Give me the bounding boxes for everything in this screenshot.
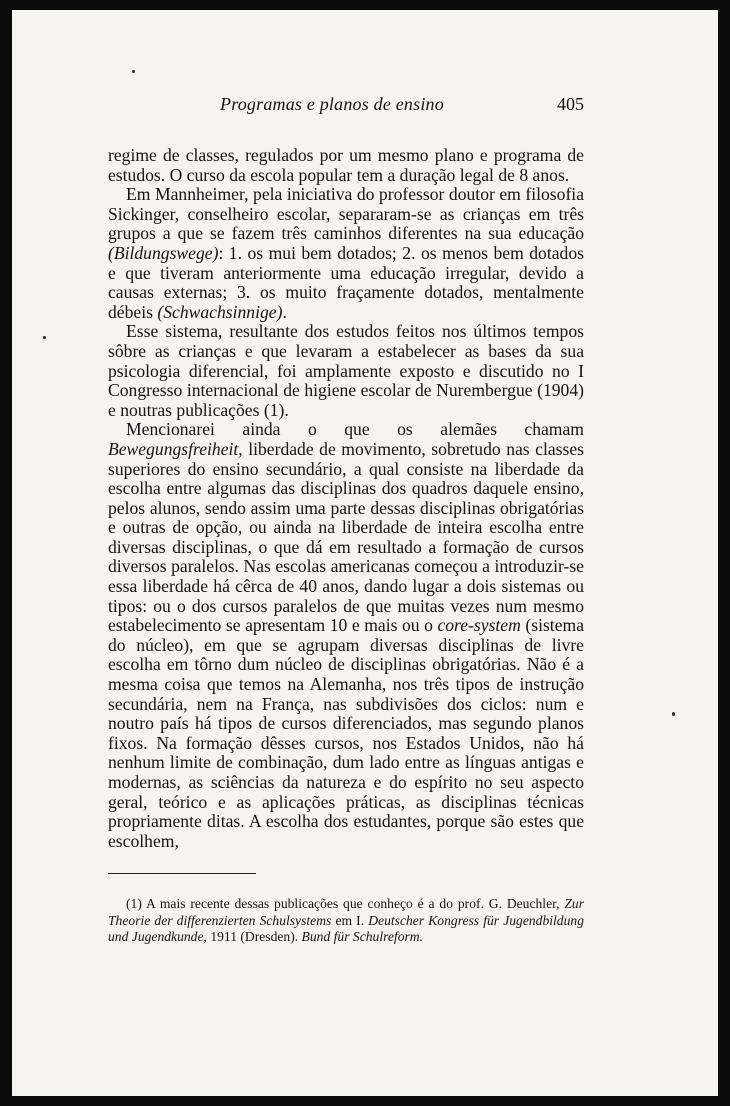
term-bildungswege: (Bildungswege): [108, 242, 219, 263]
paragraph-2-text-a: Em Mannheimer, pela iniciativa do professor doutor em filosofia Sickinger, conselheiro escolar, separaram-se as crianças em três grupos a que se fazem três caminhos diferentes na sua educação: [108, 184, 584, 244]
paragraph-1: [108, 146, 584, 185]
paragraph-2-text-b: : 1. os mui bem dotados; 2. os menos bem dotados e que tiveram anteriormente uma educação irregular, devido a causas externas; 3. os muito fraçamente dotados, mentalmente débeis: [108, 242, 584, 322]
paragraph-3: [108, 322, 584, 420]
body-text: [108, 146, 584, 851]
paragraph-2-text-c: .: [282, 301, 287, 322]
term-bewegungsfreiheit: Bewegungsfreiheit,: [108, 438, 243, 459]
paragraph-2: [108, 185, 584, 322]
footnote-congress: Deutscher Kongress für Jugendbildung und Jugendkunde: [108, 912, 584, 945]
term-schwachsinnige: (Schwachsinnige): [157, 301, 283, 322]
running-title: Programas e planos de ensino: [220, 94, 444, 114]
text-block: [108, 94, 584, 959]
paper-speck: [132, 70, 135, 73]
term-core-system: core-system: [437, 615, 521, 636]
paper-speck: [43, 336, 46, 339]
footnote-text-a: (1) A mais recente dessas publicações que conheço é a do prof. G. Deuchler,: [126, 896, 565, 912]
footnote-text-c: , 1911 (Dresden).: [203, 929, 302, 945]
paragraph-4-text-a: Mencionarei ainda o que os alemães chamam: [126, 419, 584, 440]
footnote-rule: [108, 873, 256, 874]
paragraph-4: [108, 420, 584, 851]
paragraph-1-text: regime de classes, regulados por um mesmo plano e programa de estudos. O curso da escola popular tem a duração legal de 8 anos.: [108, 145, 584, 185]
footnote-title: Zur Theorie der differenzierten Schulsystems: [108, 896, 584, 928]
paragraph-3-text: Esse sistema, resultante dos estudos feitos nos últimos tempos sôbre as crianças e que levaram a estabelecer as bases da sua psicologia diferencial, foi amplamente exposto e discutido no I Congresso internacional de higiene escolar de Nurembergue (1904) e noutras publicações (1).: [108, 321, 584, 420]
footnote: [108, 896, 584, 945]
book-page: [12, 10, 718, 1096]
footnote-text-b: em I.: [331, 912, 369, 928]
running-head: [108, 94, 584, 122]
page-number: 405: [557, 94, 584, 114]
paragraph-4-text-b: liberdade de movimento, sobretudo nas classes superiores do ensino secundário, a qual consiste na liberdade da escolha entre algumas das disciplinas dos quadros daquele ensino, pelos alunos, sendo assim uma parte dessas disciplinas obrigatórias e outras de opção, ou ainda na liberdade de inteira escolha entre diversas disciplinas, o que dá em resultado a formação de cursos diversos paralelos. Nas escolas americanas começou a introduzir-se essa liberdade há cêrca de 40 anos, dando lugar a dois sistemas ou tipos: ou o dos cursos paralelos de que muitas vezes num mesmo estabelecimento se apresentam 10 e mais ou o: [108, 438, 584, 636]
paper-speck: [672, 712, 675, 716]
footnote-bund: Bund für Schulreform.: [301, 929, 424, 945]
paragraph-4-text-c: (sistema do núcleo), em que se agrupam diversas disciplinas de livre escolha em tôrno dum núcleo de disciplinas obrigatórias. Não é a mesma coisa que temos na Alemanha, nos três tipos de instrução secundária, nem na França, nas subdivisões dos ciclos: num e noutro país há tipos de cursos diferenciados, mas segundo planos fixos. Na formação dêsses cursos, nos Estados Unidos, não há nenhum limite de combinação, dum lado entre as línguas antigas e modernas, as sciências da natureza e do espírito no seu aspecto geral, teórico e as aplicações práticas, as disciplinas técnicas propriamente ditas. A escolha dos estudantes, porque são estes que escolhem,: [108, 615, 585, 851]
